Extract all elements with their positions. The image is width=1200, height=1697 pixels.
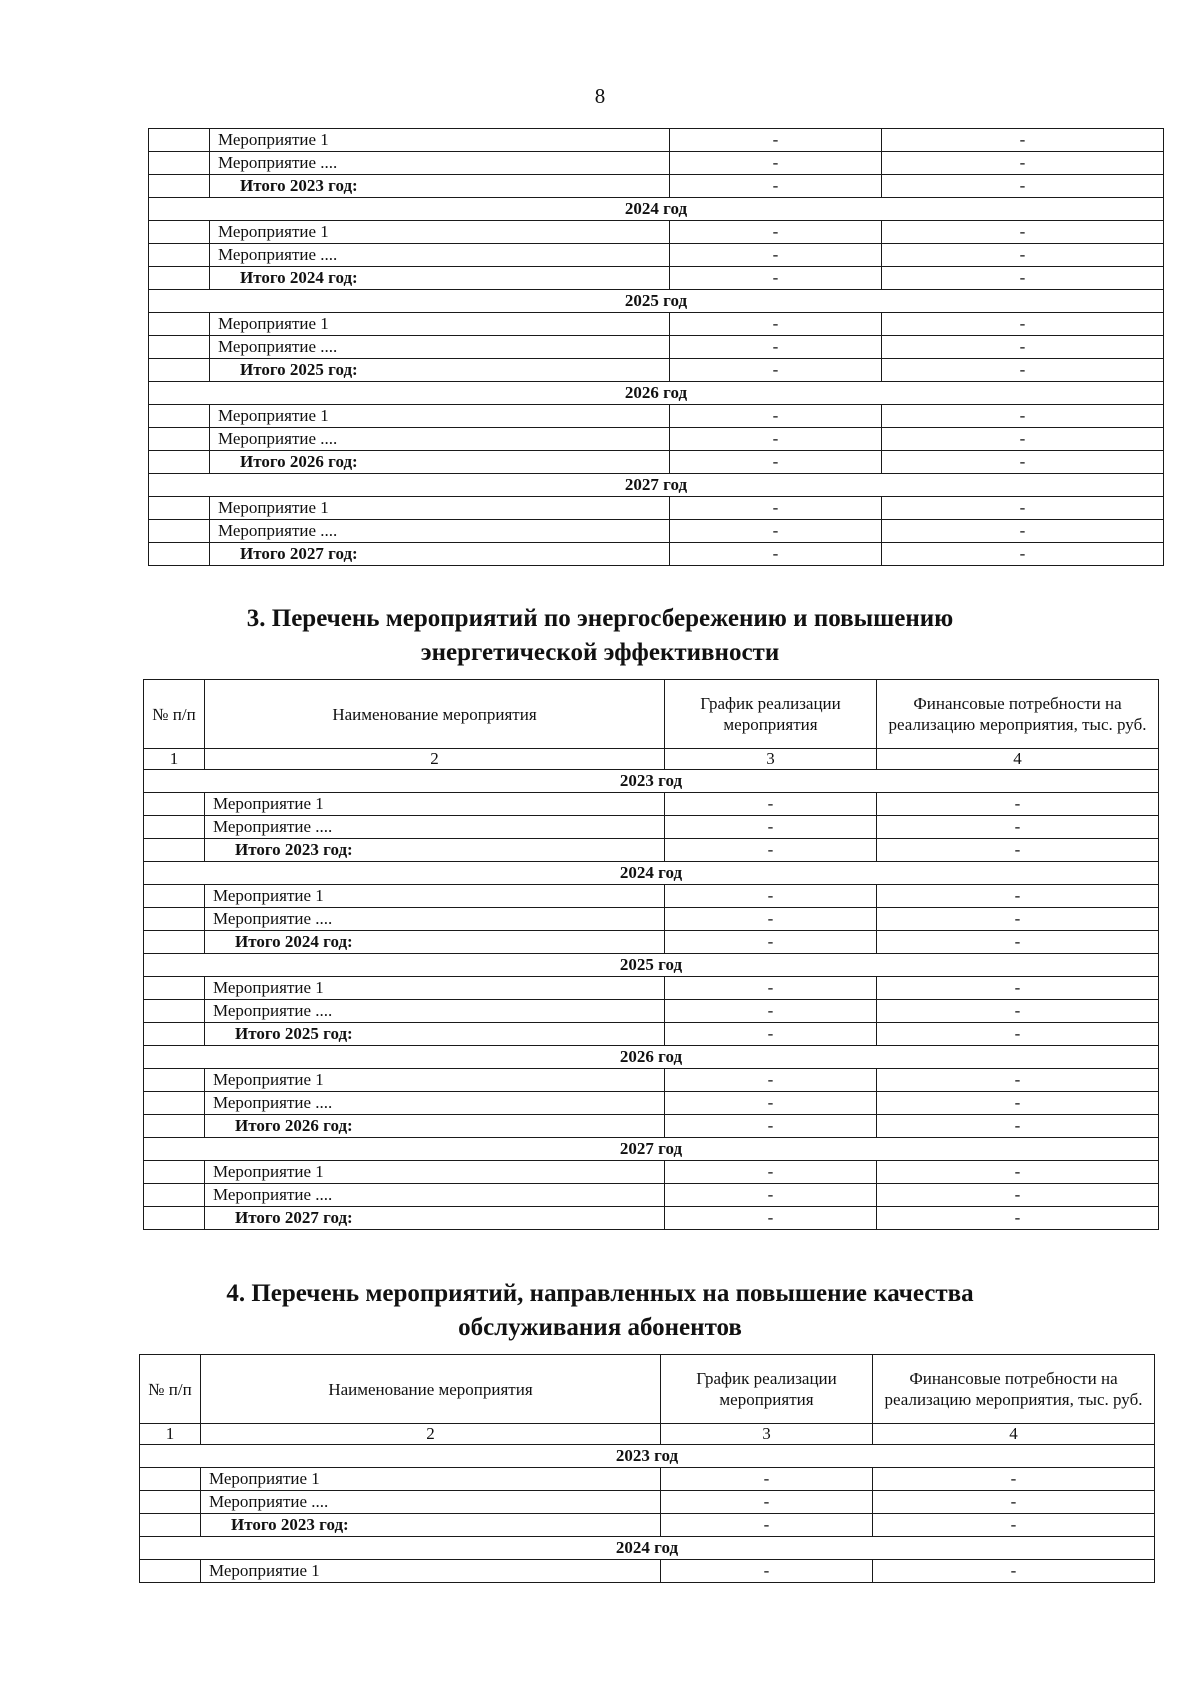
total-label: Итого 2023 год: xyxy=(201,1514,661,1537)
event-finance: - xyxy=(877,1069,1159,1092)
event-finance: - xyxy=(882,520,1164,543)
year-label: 2027 год xyxy=(144,1138,1159,1161)
table-row xyxy=(149,520,1164,543)
event-name: Мероприятие 1 xyxy=(205,1161,665,1184)
row-number-cell xyxy=(149,152,210,175)
event-schedule: - xyxy=(665,1161,877,1184)
event-finance: - xyxy=(877,1161,1159,1184)
table-customer-service-events xyxy=(139,1354,1155,1583)
event-schedule: - xyxy=(661,1560,873,1583)
total-schedule: - xyxy=(670,543,882,566)
table-row xyxy=(144,816,1159,839)
row-number-cell xyxy=(149,336,210,359)
table-header xyxy=(140,1355,1155,1445)
total-schedule: - xyxy=(665,1023,877,1046)
event-schedule: - xyxy=(665,1184,877,1207)
event-finance: - xyxy=(873,1560,1155,1583)
row-number-cell xyxy=(149,244,210,267)
event-name: Мероприятие 1 xyxy=(210,129,670,152)
year-row xyxy=(144,1138,1159,1161)
row-number-cell xyxy=(149,175,210,198)
row-number-cell xyxy=(149,221,210,244)
total-row xyxy=(149,175,1164,198)
event-finance: - xyxy=(882,313,1164,336)
total-label: Итого 2026 год: xyxy=(210,451,670,474)
event-name: Мероприятие .... xyxy=(205,1092,665,1115)
total-row xyxy=(144,931,1159,954)
total-label: Итого 2027 год: xyxy=(205,1207,665,1230)
event-schedule: - xyxy=(670,152,882,175)
event-schedule: - xyxy=(665,816,877,839)
section-4-title-line-2: обслуживания абонентов xyxy=(458,1314,742,1341)
event-schedule: - xyxy=(661,1468,873,1491)
row-number-cell xyxy=(144,793,205,816)
event-name: Мероприятие 1 xyxy=(210,405,670,428)
total-row xyxy=(149,267,1164,290)
table-row xyxy=(149,129,1164,152)
total-label: Итого 2026 год: xyxy=(205,1115,665,1138)
total-schedule: - xyxy=(661,1514,873,1537)
event-finance: - xyxy=(882,129,1164,152)
table-row xyxy=(144,1000,1159,1023)
year-label: 2026 год xyxy=(144,1046,1159,1069)
table-row xyxy=(149,313,1164,336)
event-finance: - xyxy=(882,405,1164,428)
event-finance: - xyxy=(877,885,1159,908)
event-finance: - xyxy=(873,1468,1155,1491)
event-name: Мероприятие 1 xyxy=(210,221,670,244)
header-schedule: График реализации мероприятия xyxy=(661,1355,873,1424)
total-finance: - xyxy=(877,1207,1159,1230)
event-schedule: - xyxy=(665,1000,877,1023)
row-number-cell xyxy=(149,129,210,152)
year-row xyxy=(149,198,1164,221)
event-name: Мероприятие .... xyxy=(210,152,670,175)
row-number-cell xyxy=(149,313,210,336)
event-name: Мероприятие .... xyxy=(205,816,665,839)
col-number: 1 xyxy=(140,1424,201,1445)
table-row xyxy=(144,977,1159,1000)
header-name: Наименование мероприятия xyxy=(201,1355,661,1424)
page-number: 8 xyxy=(594,84,606,108)
row-number-cell xyxy=(149,428,210,451)
table-row xyxy=(144,1161,1159,1184)
table-row xyxy=(149,244,1164,267)
row-number-cell xyxy=(144,1161,205,1184)
total-label: Итого 2024 год: xyxy=(205,931,665,954)
row-number-cell xyxy=(144,839,205,862)
year-label: 2025 год xyxy=(144,954,1159,977)
table-header xyxy=(144,680,1159,770)
year-label: 2024 год xyxy=(144,862,1159,885)
table-row xyxy=(144,885,1159,908)
event-schedule: - xyxy=(661,1491,873,1514)
table-row xyxy=(144,793,1159,816)
total-finance: - xyxy=(882,267,1164,290)
event-finance: - xyxy=(882,221,1164,244)
event-name: Мероприятие .... xyxy=(210,428,670,451)
table-row xyxy=(149,336,1164,359)
event-finance: - xyxy=(877,793,1159,816)
year-label: 2025 год xyxy=(149,290,1164,313)
total-schedule: - xyxy=(665,1115,877,1138)
row-number-cell xyxy=(140,1514,201,1537)
total-label: Итого 2023 год: xyxy=(210,175,670,198)
year-row xyxy=(149,382,1164,405)
row-number-cell xyxy=(140,1491,201,1514)
event-finance: - xyxy=(877,977,1159,1000)
total-label: Итого 2027 год: xyxy=(210,543,670,566)
event-schedule: - xyxy=(665,793,877,816)
row-number-cell xyxy=(144,1023,205,1046)
event-finance: - xyxy=(877,1092,1159,1115)
year-label: 2023 год xyxy=(144,770,1159,793)
table-energy-saving-events xyxy=(143,679,1159,1230)
event-name: Мероприятие .... xyxy=(210,336,670,359)
total-row xyxy=(149,451,1164,474)
row-number-cell xyxy=(144,1207,205,1230)
event-name: Мероприятие 1 xyxy=(201,1560,661,1583)
event-name: Мероприятие .... xyxy=(205,908,665,931)
year-label: 2024 год xyxy=(149,198,1164,221)
row-number-cell xyxy=(149,497,210,520)
year-label: 2027 год xyxy=(149,474,1164,497)
row-number-cell xyxy=(144,885,205,908)
table-row xyxy=(140,1560,1155,1583)
total-finance: - xyxy=(882,175,1164,198)
total-row xyxy=(144,1023,1159,1046)
event-name: Мероприятие .... xyxy=(205,1184,665,1207)
section-3-title-line-1: 3. Перечень мероприятий по энергосбережению и повышению xyxy=(246,605,954,632)
total-label: Итого 2025 год: xyxy=(205,1023,665,1046)
event-name: Мероприятие .... xyxy=(201,1491,661,1514)
event-schedule: - xyxy=(670,336,882,359)
table-events-continued xyxy=(148,128,1164,566)
table-body xyxy=(140,1445,1155,1583)
total-finance: - xyxy=(882,359,1164,382)
event-name: Мероприятие 1 xyxy=(210,313,670,336)
event-name: Мероприятие .... xyxy=(205,1000,665,1023)
event-schedule: - xyxy=(665,908,877,931)
row-number-cell xyxy=(144,1069,205,1092)
event-finance: - xyxy=(882,244,1164,267)
event-schedule: - xyxy=(670,428,882,451)
row-number-cell xyxy=(149,405,210,428)
row-number-cell xyxy=(149,543,210,566)
col-number: 2 xyxy=(201,1424,661,1445)
event-schedule: - xyxy=(670,520,882,543)
table-row xyxy=(149,152,1164,175)
total-row xyxy=(140,1514,1155,1537)
event-finance: - xyxy=(882,497,1164,520)
header-schedule: График реализации мероприятия xyxy=(665,680,877,749)
table-row xyxy=(149,428,1164,451)
total-schedule: - xyxy=(665,1207,877,1230)
table-row xyxy=(149,497,1164,520)
table-row xyxy=(140,1491,1155,1514)
row-number-cell xyxy=(140,1468,201,1491)
year-row xyxy=(144,862,1159,885)
col-number: 3 xyxy=(665,749,877,770)
event-schedule: - xyxy=(665,885,877,908)
row-number-cell xyxy=(144,816,205,839)
col-number: 3 xyxy=(661,1424,873,1445)
year-label: 2026 год xyxy=(149,382,1164,405)
event-name: Мероприятие .... xyxy=(210,244,670,267)
year-row xyxy=(144,770,1159,793)
event-schedule: - xyxy=(670,405,882,428)
total-schedule: - xyxy=(670,175,882,198)
row-number-cell xyxy=(144,1184,205,1207)
table-row xyxy=(149,221,1164,244)
year-row xyxy=(149,474,1164,497)
event-schedule: - xyxy=(670,221,882,244)
row-number-cell xyxy=(144,931,205,954)
row-number-cell xyxy=(144,1092,205,1115)
table-row xyxy=(149,405,1164,428)
event-schedule: - xyxy=(670,244,882,267)
total-finance: - xyxy=(877,839,1159,862)
total-finance: - xyxy=(877,931,1159,954)
year-row xyxy=(140,1537,1155,1560)
event-name: Мероприятие 1 xyxy=(205,793,665,816)
event-schedule: - xyxy=(665,1092,877,1115)
year-row xyxy=(144,1046,1159,1069)
total-finance: - xyxy=(877,1023,1159,1046)
total-row xyxy=(149,543,1164,566)
year-row xyxy=(149,290,1164,313)
year-label: 2023 год xyxy=(140,1445,1155,1468)
event-finance: - xyxy=(877,1184,1159,1207)
row-number-cell xyxy=(149,359,210,382)
event-finance: - xyxy=(882,152,1164,175)
section-4-title-line-1: 4. Перечень мероприятий, направленных на повышение качества xyxy=(226,1280,974,1307)
table-row xyxy=(144,1184,1159,1207)
total-schedule: - xyxy=(670,267,882,290)
total-schedule: - xyxy=(670,451,882,474)
table-row xyxy=(144,1092,1159,1115)
total-schedule: - xyxy=(665,931,877,954)
row-number-cell xyxy=(144,1000,205,1023)
header-finance: Финансовые потребности на реализацию мероприятия, тыс. руб. xyxy=(877,680,1159,749)
row-number-cell xyxy=(140,1560,201,1583)
total-label: Итого 2025 год: xyxy=(210,359,670,382)
col-number: 2 xyxy=(205,749,665,770)
total-finance: - xyxy=(882,451,1164,474)
total-row xyxy=(144,839,1159,862)
event-schedule: - xyxy=(665,1069,877,1092)
total-finance: - xyxy=(882,543,1164,566)
total-label: Итого 2024 год: xyxy=(210,267,670,290)
row-number-cell xyxy=(144,977,205,1000)
table-row xyxy=(140,1468,1155,1491)
year-label: 2024 год xyxy=(140,1537,1155,1560)
total-row xyxy=(149,359,1164,382)
event-name: Мероприятие 1 xyxy=(205,1069,665,1092)
total-finance: - xyxy=(877,1115,1159,1138)
event-finance: - xyxy=(873,1491,1155,1514)
event-schedule: - xyxy=(670,313,882,336)
table-body xyxy=(144,770,1159,1230)
header-no: № п/п xyxy=(140,1355,201,1424)
event-name: Мероприятие .... xyxy=(210,520,670,543)
row-number-cell xyxy=(144,1115,205,1138)
table-row xyxy=(144,908,1159,931)
event-finance: - xyxy=(877,1000,1159,1023)
section-3-title-line-2: энергетической эффективности xyxy=(420,639,780,666)
header-name: Наименование мероприятия xyxy=(205,680,665,749)
row-number-cell xyxy=(149,267,210,290)
total-row xyxy=(144,1115,1159,1138)
year-row xyxy=(140,1445,1155,1468)
year-row xyxy=(144,954,1159,977)
header-finance: Финансовые потребности на реализацию мероприятия, тыс. руб. xyxy=(873,1355,1155,1424)
event-schedule: - xyxy=(670,497,882,520)
event-name: Мероприятие 1 xyxy=(210,497,670,520)
table-body xyxy=(149,129,1164,566)
event-schedule: - xyxy=(670,129,882,152)
event-name: Мероприятие 1 xyxy=(205,885,665,908)
col-number: 4 xyxy=(877,749,1159,770)
table-row xyxy=(144,1069,1159,1092)
event-finance: - xyxy=(882,336,1164,359)
event-finance: - xyxy=(882,428,1164,451)
event-schedule: - xyxy=(665,977,877,1000)
total-label: Итого 2023 год: xyxy=(205,839,665,862)
event-finance: - xyxy=(877,816,1159,839)
col-number: 4 xyxy=(873,1424,1155,1445)
col-number: 1 xyxy=(144,749,205,770)
total-row xyxy=(144,1207,1159,1230)
row-number-cell xyxy=(149,520,210,543)
header-no: № п/п xyxy=(144,680,205,749)
total-schedule: - xyxy=(665,839,877,862)
row-number-cell xyxy=(149,451,210,474)
event-name: Мероприятие 1 xyxy=(205,977,665,1000)
total-finance: - xyxy=(873,1514,1155,1537)
row-number-cell xyxy=(144,908,205,931)
total-schedule: - xyxy=(670,359,882,382)
event-finance: - xyxy=(877,908,1159,931)
event-name: Мероприятие 1 xyxy=(201,1468,661,1491)
